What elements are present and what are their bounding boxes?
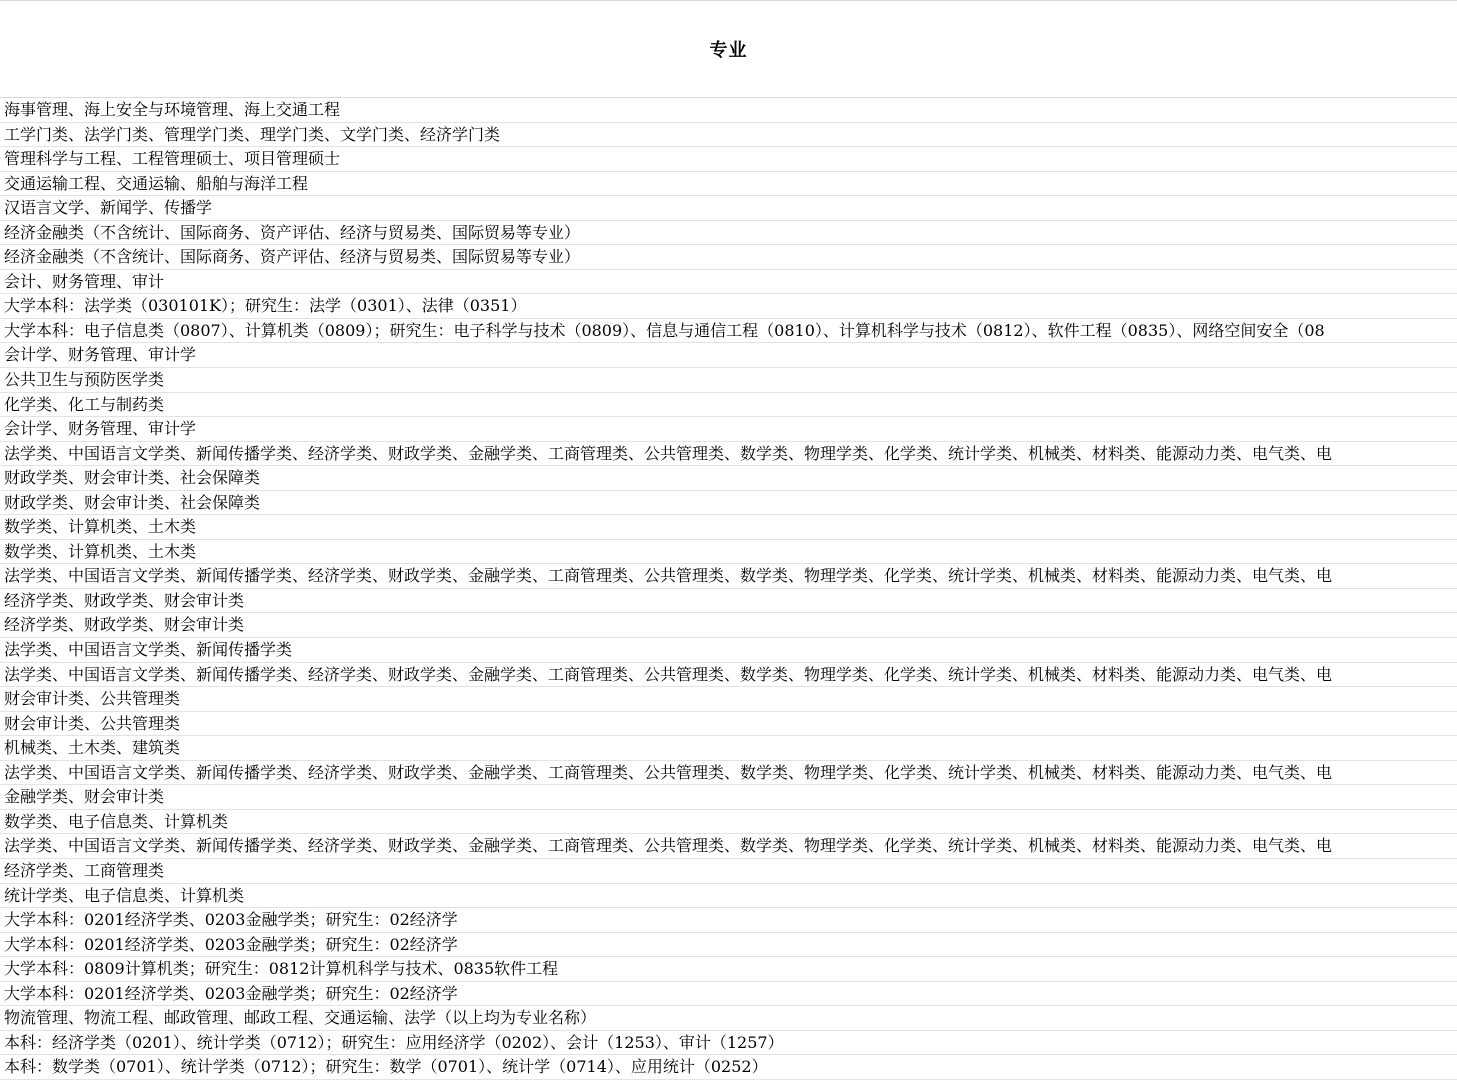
table-row[interactable]: 经济学类、财政学类、财会审计类 <box>0 589 1457 614</box>
table-row[interactable]: 公共卫生与预防医学类 <box>0 368 1457 393</box>
table-row[interactable]: 大学本科：0201经济学类、0203金融学类；研究生：02经济学 <box>0 933 1457 958</box>
table-row[interactable]: 法学类、中国语言文学类、新闻传播学类、经济学类、财政学类、金融学类、工商管理类、公共管理类、数学类、物理学类、化学类、统计学类、机械类、材料类、能源动力类、电气类、电 <box>0 663 1457 688</box>
table-row[interactable]: 财政学类、财会审计类、社会保障类 <box>0 491 1457 516</box>
table-row[interactable]: 经济学类、工商管理类 <box>0 859 1457 884</box>
table-row[interactable]: 法学类、中国语言文学类、新闻传播学类、经济学类、财政学类、金融学类、工商管理类、公共管理类、数学类、物理学类、化学类、统计学类、机械类、材料类、能源动力类、电气类、电 <box>0 442 1457 467</box>
table-row[interactable]: 会计、财务管理、审计 <box>0 270 1457 295</box>
table-row[interactable]: 大学本科：0201经济学类、0203金融学类；研究生：02经济学 <box>0 908 1457 933</box>
table-row[interactable]: 大学本科：法学类（030101K）；研究生：法学（0301）、法律（0351） <box>0 294 1457 319</box>
table-row[interactable]: 本科：数学类（0701）、统计学类（0712）；研究生：数学（0701）、统计学（0714）、应用统计（0252） <box>0 1055 1457 1080</box>
table-row[interactable]: 大学本科：0201经济学类、0203金融学类；研究生：02经济学 <box>0 982 1457 1007</box>
table-row[interactable]: 财政学类、财会审计类、社会保障类 <box>0 466 1457 491</box>
table-row[interactable]: 机械类、土木类、建筑类 <box>0 736 1457 761</box>
table-row[interactable]: 交通运输工程、交通运输、船舶与海洋工程 <box>0 172 1457 197</box>
table-row[interactable]: 会计学、财务管理、审计学 <box>0 343 1457 368</box>
table-row[interactable]: 财会审计类、公共管理类 <box>0 712 1457 737</box>
table-row[interactable]: 金融学类、财会审计类 <box>0 785 1457 810</box>
table-row[interactable]: 法学类、中国语言文学类、新闻传播学类 <box>0 638 1457 663</box>
column-header-cell[interactable] <box>0 1 1457 98</box>
table-row[interactable]: 数学类、电子信息类、计算机类 <box>0 810 1457 835</box>
table-row[interactable]: 物流管理、物流工程、邮政管理、邮政工程、交通运输、法学（以上均为专业名称） <box>0 1006 1457 1031</box>
table-row[interactable]: 本科：经济学类（0201）、统计学类（0712）；研究生：应用经济学（0202）、会计（1253）、审计（1257） <box>0 1031 1457 1056</box>
table-row[interactable]: 经济金融类（不含统计、国际商务、资产评估、经济与贸易类、国际贸易等专业） <box>0 245 1457 270</box>
table-row[interactable]: 工学门类、法学门类、管理学门类、理学门类、文学门类、经济学门类 <box>0 123 1457 148</box>
table-row[interactable]: 法学类、中国语言文学类、新闻传播学类、经济学类、财政学类、金融学类、工商管理类、公共管理类、数学类、物理学类、化学类、统计学类、机械类、材料类、能源动力类、电气类、电 <box>0 564 1457 589</box>
table-row[interactable]: 管理科学与工程、工程管理硕士、项目管理硕士 <box>0 147 1457 172</box>
table-row[interactable]: 经济金融类（不含统计、国际商务、资产评估、经济与贸易类、国际贸易等专业） <box>0 221 1457 246</box>
table-row[interactable]: 统计学类、电子信息类、计算机类 <box>0 884 1457 909</box>
table-row[interactable]: 法学类、中国语言文学类、新闻传播学类、经济学类、财政学类、金融学类、工商管理类、公共管理类、数学类、物理学类、化学类、统计学类、机械类、材料类、能源动力类、电气类、电 <box>0 834 1457 859</box>
table-row[interactable]: 大学本科：0809计算机类；研究生：0812计算机科学与技术、0835软件工程 <box>0 957 1457 982</box>
table-row[interactable]: 财会审计类、公共管理类 <box>0 687 1457 712</box>
table-row[interactable]: 数学类、计算机类、土木类 <box>0 540 1457 565</box>
table-row[interactable]: 会计学、财务管理、审计学 <box>0 417 1457 442</box>
table-row[interactable]: 法学类、中国语言文学类、新闻传播学类、经济学类、财政学类、金融学类、工商管理类、公共管理类、数学类、物理学类、化学类、统计学类、机械类、材料类、能源动力类、电气类、电 <box>0 761 1457 786</box>
column-header-title: 专业 <box>709 40 748 61</box>
table-row[interactable]: 化学类、化工与制药类 <box>0 393 1457 418</box>
major-list <box>0 98 1457 1080</box>
table-row[interactable]: 汉语言文学、新闻学、传播学 <box>0 196 1457 221</box>
table-row[interactable]: 数学类、计算机类、土木类 <box>0 515 1457 540</box>
table-row[interactable]: 经济学类、财政学类、财会审计类 <box>0 613 1457 638</box>
table-row[interactable]: 海事管理、海上安全与环境管理、海上交通工程 <box>0 98 1457 123</box>
table-row[interactable]: 大学本科：电子信息类（0807）、计算机类（0809）；研究生：电子科学与技术（0809）、信息与通信工程（0810）、计算机科学与技术（0812）、软件工程（0835）、网络空间安全（08 <box>0 319 1457 344</box>
